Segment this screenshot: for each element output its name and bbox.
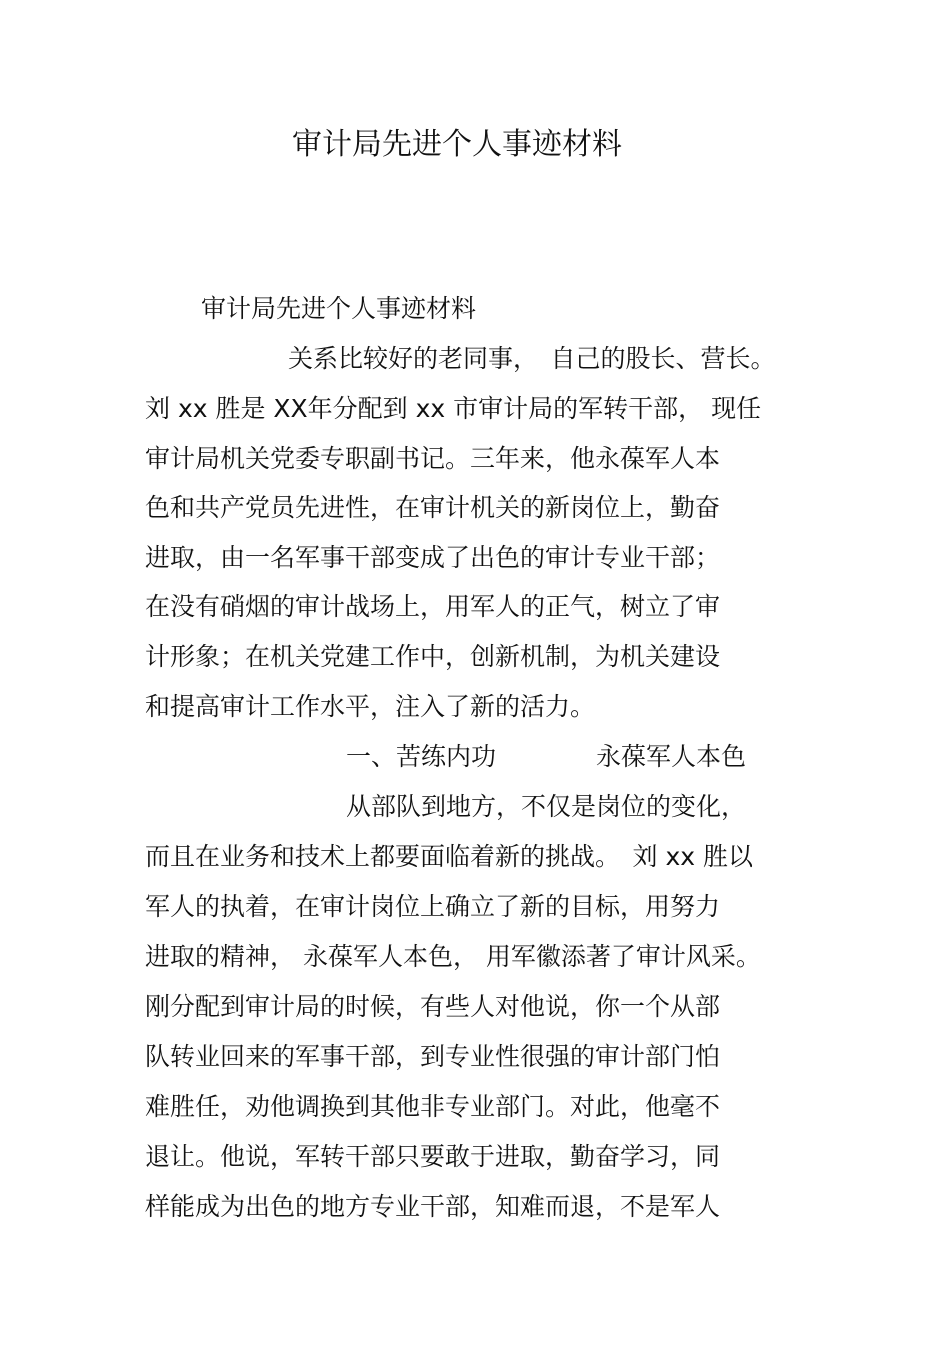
body-line: 和提高审计工作水平，注入了新的活力。 xyxy=(145,692,596,721)
body-line: 进取，由一名军事干部变成了出色的审计专业干部； xyxy=(145,543,721,572)
body-line: 计形象；在机关党建工作中，创新机制，为机关建设 xyxy=(145,642,721,671)
body-line: 关系比较好的老同事， 自己的股长、营长。 xyxy=(288,344,776,373)
body-line: 刘 xx 胜是 XX年分配到 xx 市审计局的军转干部， 现任 xyxy=(145,394,762,423)
body-line: 从部队到地方，不仅是岗位的变化， xyxy=(346,792,747,821)
section-heading: 一、苦练内功 永葆军人本色 xyxy=(346,742,747,771)
body-line: 队转业回来的军事干部，到专业性很强的审计部门怕 xyxy=(145,1042,721,1071)
document-title: 审计局先进个人事迹材料 xyxy=(292,127,622,162)
body-line: 刚分配到审计局的时候，有些人对他说，你一个从部 xyxy=(145,992,721,1021)
body-line: 难胜任，劝他调换到其他非专业部门。对此，他毫不 xyxy=(145,1092,721,1121)
body-line: 而且在业务和技术上都要面临着新的挑战。 刘 xx 胜以 xyxy=(145,842,753,871)
body-line: 样能成为出色的地方专业干部，知难而退，不是军人 xyxy=(145,1192,721,1221)
body-line: 在没有硝烟的审计战场上，用军人的正气，树立了审 xyxy=(145,592,721,621)
body-line-heading: 审计局先进个人事迹材料 xyxy=(201,294,477,323)
body-line: 审计局机关党委专职副书记。三年来，他永葆军人本 xyxy=(145,444,721,473)
body-line: 退让。他说，军转干部只要敢于进取，勤奋学习，同 xyxy=(145,1142,721,1171)
body-line: 色和共产党员先进性，在审计机关的新岗位上，勤奋 xyxy=(145,493,721,522)
body-line: 军人的执着，在审计岗位上确立了新的目标，用努力 xyxy=(145,892,721,921)
body-line: 进取的精神， 永葆军人本色， 用军徽添著了审计风采。 xyxy=(145,942,761,971)
